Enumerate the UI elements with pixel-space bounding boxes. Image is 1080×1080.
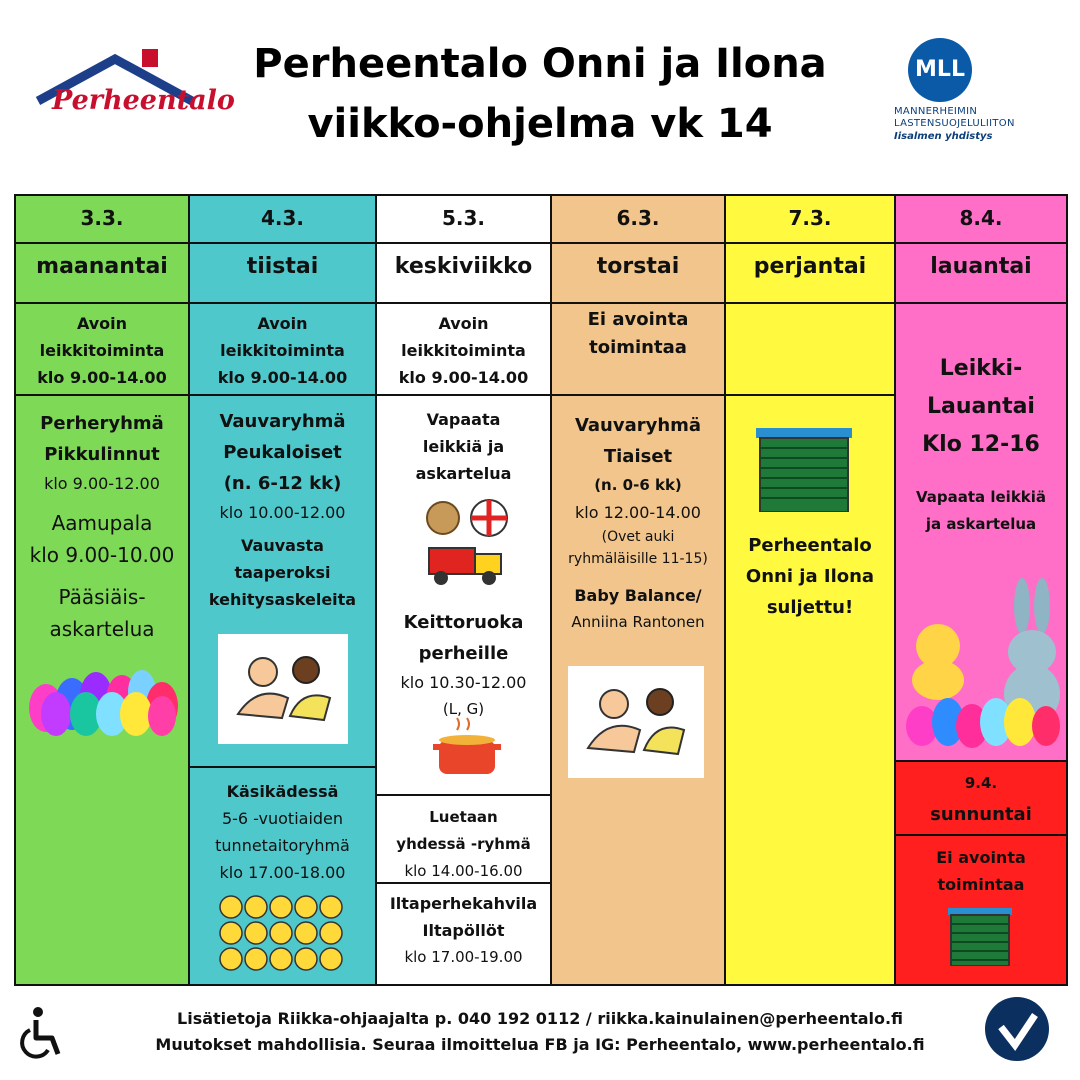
tuesday-date: 4.3. <box>190 196 375 244</box>
perheentalo-logo <box>30 45 235 145</box>
sunday-closed-notice: Ei avointa toimintaa <box>896 836 1066 984</box>
babies-crawling-image <box>568 666 704 778</box>
babies-crawling-image <box>218 634 348 744</box>
wednesday-column <box>375 194 552 986</box>
wednesday-free-play-and-lunch: Vapaata leikkiä ja askartelua Keittoruoka perheille klo 10.30-12.00 (L, G) <box>377 396 550 796</box>
thursday-day-name: torstai <box>552 244 724 304</box>
saturday-date: 8.4. <box>896 196 1066 244</box>
tuesday-column <box>188 194 377 986</box>
friday-day-name: perjantai <box>726 244 894 304</box>
mll-logo-subtext: Iisalmen yhdistys <box>894 131 993 142</box>
saturday-play-event: Leikki- Lauantai Klo 12-16 Vapaata leikkiä ja askartelua <box>896 304 1066 762</box>
tuesday-day-name: tiistai <box>190 244 375 304</box>
mll-logo <box>890 38 1060 148</box>
wednesday-open-play: Avoin leikkitoiminta klo 9.00-14.00 <box>377 304 550 396</box>
monday-open-play: Avoin leikkitoiminta klo 9.00-14.00 <box>16 304 188 396</box>
page-title: Perheentalo Onni ja Ilona viikko-ohjelma vk 14 <box>253 41 827 147</box>
tuesday-evening-group: Käsikädessä 5-6 -vuotiaiden tunnetaitoryhmä klo 17.00-18.00 <box>215 782 350 882</box>
easter-bunny-image <box>906 576 1066 748</box>
easter-eggs-image <box>24 666 182 738</box>
thursday-column <box>550 194 726 986</box>
wednesday-evening-cafe: Iltaperhekahvila Iltapöllöt klo 17.00-19.00 <box>389 894 538 966</box>
saturday-day-name: lauantai <box>896 244 1066 304</box>
thursday-date: 6.3. <box>552 196 724 244</box>
friday-column <box>724 194 896 986</box>
saturday-column <box>894 194 1068 986</box>
wednesday-reading-group: Luetaan yhdessä -ryhmä klo 14.00-16.00 <box>377 796 550 884</box>
sunday-header <box>896 762 1066 836</box>
thursday-baby-group: Vauvaryhmä Tiaiset (n. 0-6 kk) klo 12.00-14.00 (Ovet auki ryhmäläisille 11-15) Baby Balance/ Anniina Rantonen <box>568 415 708 631</box>
footer-changes-note: Muutokset mahdollisia. Seuraa ilmoittelua FB ja IG: Perheentalo, www.perheentalo.fi <box>155 1035 925 1054</box>
tuesday-baby-group: Vauvaryhmä Peukaloiset (n. 6-12 kk) klo 10.00-12.00 Vauvasta taaperoksi kehitysaskeleita <box>190 396 375 768</box>
monday-family-group: Perheryhmä Pikkulinnut klo 9.00-12.00 Aamupala klo 9.00-10.00 Pääsiäis- askartelua <box>29 413 175 641</box>
monday-date: 3.3. <box>16 196 188 244</box>
monday-day-name: maanantai <box>16 244 188 304</box>
sunday-day-name: sunnuntai <box>930 804 1032 825</box>
closed-shutter-image <box>756 428 852 512</box>
mll-logo-circle: MLL <box>908 38 972 102</box>
support-badge-logo <box>985 997 1049 1061</box>
footer-info <box>0 1006 1080 1058</box>
sunday-date: 9.4. <box>964 774 998 792</box>
perheentalo-logo-text: Perheentalo <box>52 85 235 116</box>
footer-contact: Lisätietoja Riikka-ohjaajalta p. 040 192 0112 / riikka.kainulainen@perheentalo.fi <box>177 1009 903 1028</box>
toys-image <box>421 496 511 588</box>
friday-date: 7.3. <box>726 196 894 244</box>
closed-shutter-image <box>948 908 1012 966</box>
wednesday-date: 5.3. <box>377 196 550 244</box>
mll-logo-text: MANNERHEIMIN LASTENSUOJELULIITON <box>894 106 1015 129</box>
thursday-no-open-play: Ei avointa toimintaa <box>552 304 724 396</box>
soup-pot-image <box>431 716 503 780</box>
monday-column <box>14 194 190 986</box>
tuesday-open-play: Avoin leikkitoiminta klo 9.00-14.00 <box>190 304 375 396</box>
emoji-faces-image <box>218 894 348 972</box>
friday-empty-morning <box>726 304 894 396</box>
wednesday-day-name: keskiviikko <box>377 244 550 304</box>
friday-closed-notice: Perheentalo Onni ja Ilona suljettu! <box>745 535 875 618</box>
